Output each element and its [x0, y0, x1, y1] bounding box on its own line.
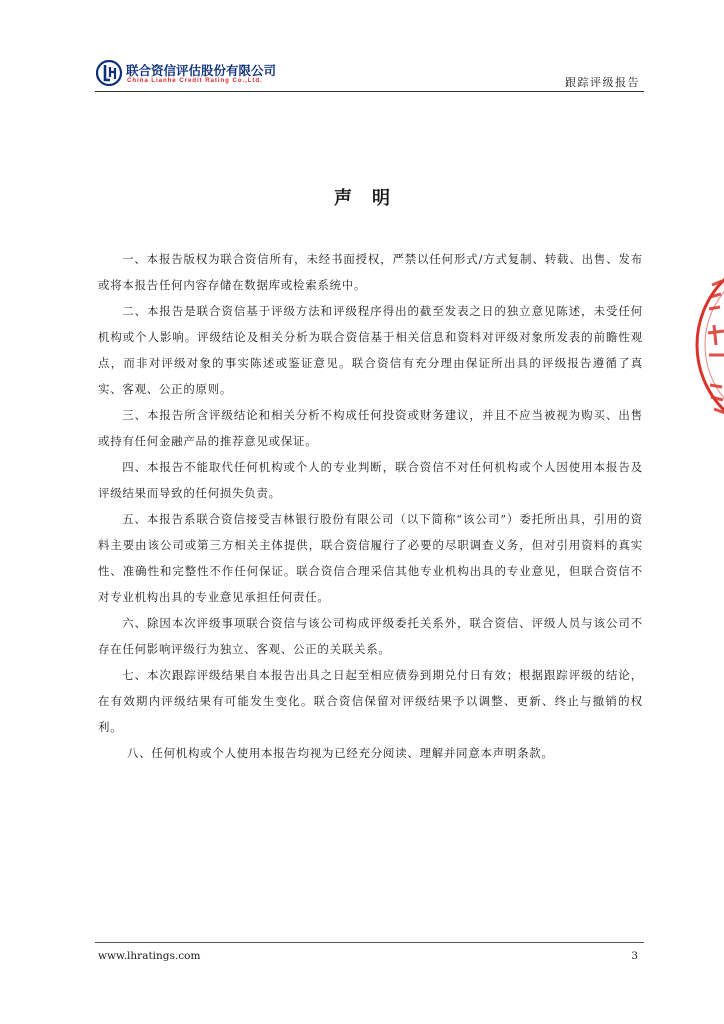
page-number: 3 — [631, 950, 638, 962]
company-logo — [96, 60, 296, 90]
company-seal-stamp — [694, 245, 724, 445]
declaration-paragraph-2: 二、本报告是联合资信基于评级方法和评级程序得出的截至发表之日的独立意见陈述，未受任何机构或个人影响。评级结论及相关分析为联合资信基于相关信息和资料对评级对象所发表的前瞻性观点，而非对评级对象的事实陈述或鉴证意见。联合资信有充分理由保证所出具的评级报告遵循了真实、客观、公正的原则。 — [98, 304, 643, 396]
lianhe-logo-icon — [96, 60, 122, 86]
header-divider — [95, 91, 644, 92]
declaration-paragraph-8: 八、任何机构或个人使用本报告均视为已经充分阅读、理解并同意本声明条款。 — [127, 746, 554, 760]
logo-company-name-cn: 联合资信评估股份有限公司 — [126, 63, 277, 78]
logo-company-name-en: China Lianhe Credit Rating Co.,Ltd. — [127, 77, 263, 84]
declaration-paragraph-4: 四、本报告不能取代任何机构或个人的专业判断，联合资信不对任何机构或个人因使用本报告及评级结果而导致的任何损失负责。 — [98, 460, 643, 500]
footer-website: www.lhratings.com — [98, 950, 201, 962]
declaration-body — [98, 246, 643, 766]
declaration-paragraph-5: 五、本报告系联合资信接受吉林银行股份有限公司（以下简称“该公司”）委托所出具，引用的资料主要由该公司或第三方相关主体提供，联合资信履行了必要的尽职调查义务，但对引用资料的真实性、准确性和完整性不作任何保证。联合资信合理采信其他专业机构出具的专业意见，但联合资信不对专业机构出具的专业意见承担任何责任。 — [98, 512, 643, 604]
report-type-label: 跟踪评级报告 — [565, 76, 640, 89]
declaration-paragraph-7: 七、本次跟踪评级结果自本报告出具之日起至相应债券到期兑付日有效；根据跟踪评级的结论，在有效期内评级结果有可能发生变化。联合资信保留对评级结果予以调整、更新、终止与撤销的权利。 — [98, 668, 643, 734]
declaration-paragraph-1: 一、本报告版权为联合资信所有，未经书面授权，严禁以任何形式/方式复制、转载、出售、发布或将本报告任何内容存储在数据库或检索系统中。 — [98, 252, 643, 292]
footer-divider — [95, 942, 644, 943]
declaration-paragraph-6: 六、除因本次评级事项联合资信与该公司构成评级委托关系外，联合资信、评级人员与该公司不存在任何影响评级行为独立、客观、公正的关联关系。 — [98, 616, 643, 656]
declaration-paragraph-3: 三、本报告所含评级结论和相关分析不构成任何投资或财务建议，并且不应当被视为购买、出售或持有任何金融产品的推荐意见或保证。 — [98, 408, 643, 448]
page-title: 声明 — [334, 188, 410, 209]
